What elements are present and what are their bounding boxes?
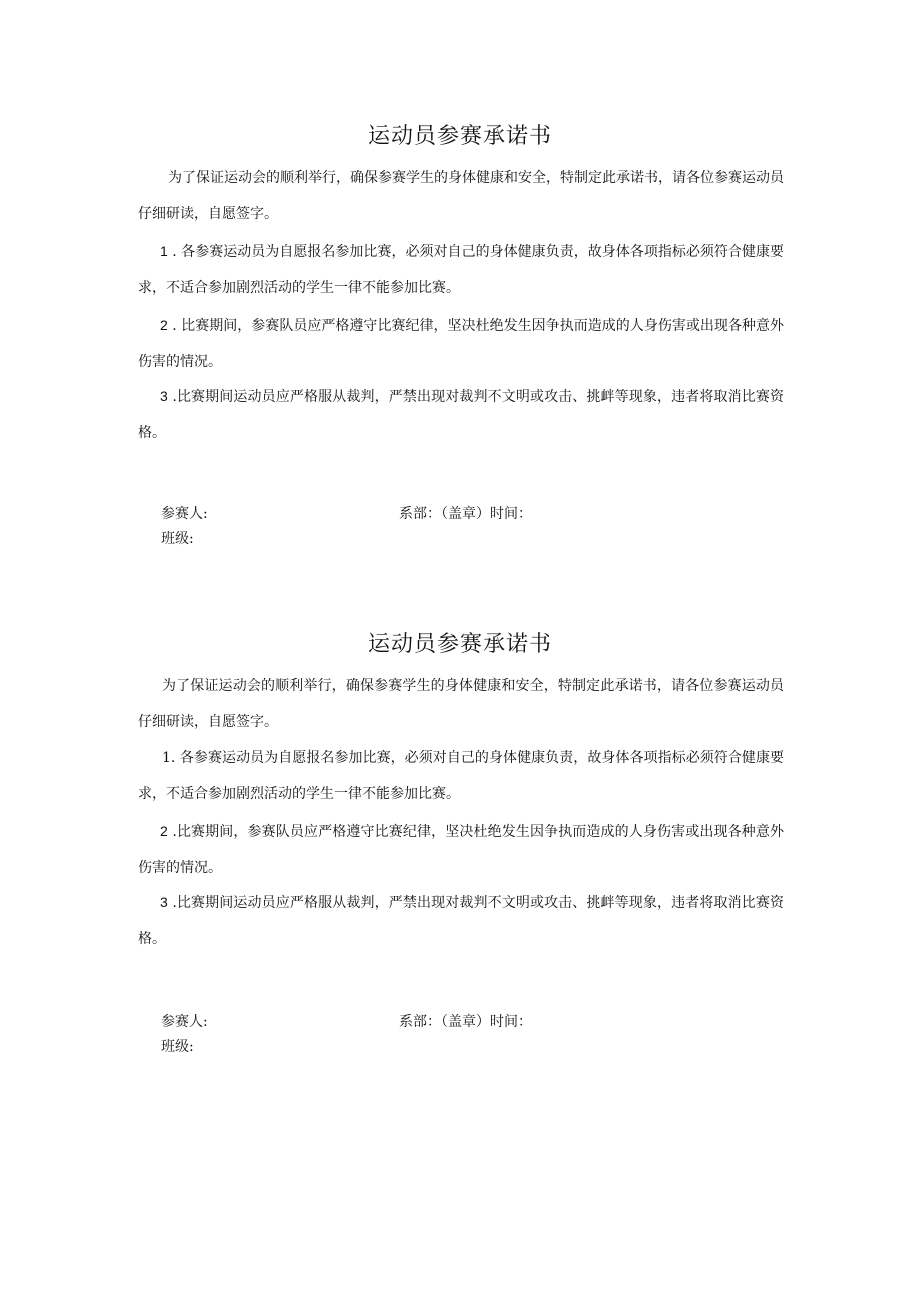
item-3-number: 3 [160, 894, 168, 910]
item-1-text: 各参赛运动员为自愿报名参加比赛，必须对自己的身体健康负责，故身体各项指标必须符合健康要求，不适合参加剧烈活动的学生一律不能参加比赛。 [138, 750, 784, 802]
item-3-paragraph [138, 378, 784, 451]
participant-signature-label: 参赛人: [161, 506, 208, 522]
item-2-number: 2 [160, 823, 168, 839]
item-1-number: 1 [160, 243, 168, 259]
item-3-text: .比赛期间运动员应严格服从裁判，严禁出现对裁判不文明或攻击、挑衅等现象，违者将取消比赛资格。 [138, 389, 784, 441]
department-stamp-date-label: 系部：（盖章）时间： [399, 1014, 532, 1030]
form-title: 运动员参赛承诺书 [367, 124, 552, 149]
item-1-paragraph [138, 233, 784, 306]
item-2-text: .比赛期间，参赛队员应严格遵守比赛纪律，坚决杜绝发生因争执而造成的人身伤害或出现各种意外伤害的情况。 [138, 824, 784, 876]
item-3-text: .比赛期间运动员应严格服从裁判，严禁出现对裁判不文明或攻击、挑衅等现象，违者将取消比赛资格。 [138, 895, 784, 947]
item-1-number: 1. [162, 750, 176, 766]
form-title: 运动员参赛承诺书 [367, 632, 552, 657]
item-2-paragraph [138, 307, 784, 380]
intro-paragraph: 为了保证运动会的顺利举行，确保参赛学生的身体健康和安全，特制定此承诺书，请各位参赛运动员仔细研读，自愿签字。 [138, 170, 784, 222]
item-2-number: 2 [160, 317, 168, 333]
item-1-text: . 各参赛运动员为自愿报名参加比赛，必须对自己的身体健康负责，故身体各项指标必须符合健康要求，不适合参加剧烈活动的学生一律不能参加比赛。 [138, 244, 784, 296]
class-label: 班级: [161, 531, 194, 547]
class-label: 班级: [161, 1039, 194, 1055]
item-2-text: . 比赛期间，参赛队员应严格遵守比赛纪律，坚决杜绝发生因争执而造成的人身伤害或出现各种意外伤害的情况。 [138, 318, 784, 370]
item-1-paragraph [138, 740, 784, 812]
participant-signature-label: 参赛人: [161, 1014, 208, 1030]
intro-paragraph: 为了保证运动会的顺利举行，确保参赛学生的身体健康和安全，特制定此承诺书，请各位参赛运动员仔细研读，自愿签字。 [138, 678, 784, 730]
item-2-paragraph [138, 813, 784, 886]
item-3-paragraph [138, 884, 784, 957]
item-3-number: 3 [160, 388, 168, 404]
department-stamp-date-label: 系部：（盖章）时间： [399, 506, 532, 522]
